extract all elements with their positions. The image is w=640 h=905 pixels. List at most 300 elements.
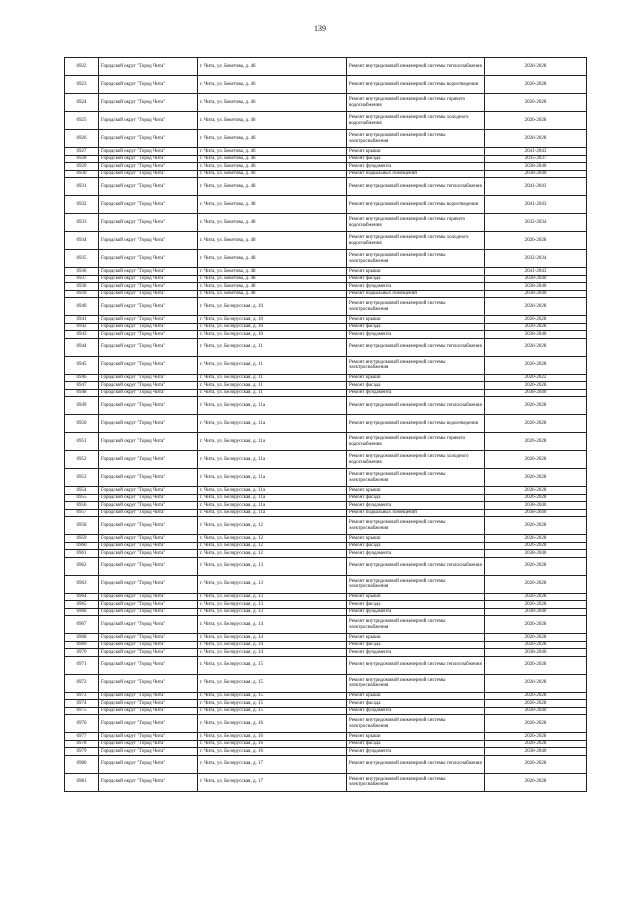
cell-row-number: 6969 (65, 641, 99, 649)
cell-municipality: Городской округ "Город Чита" (99, 616, 198, 634)
table-body (65, 58, 587, 792)
cell-address: г. Чита, ул. Белорусская, д. 16 (198, 740, 347, 748)
cell-period: 2026-2028 (485, 593, 587, 601)
table-row (65, 112, 587, 130)
cell-row-number: 6925 (65, 112, 99, 130)
cell-address: г. Чита, ул. Бекетова, д. 48 (198, 196, 347, 214)
cell-period: 2026-2028 (485, 382, 587, 390)
cell-work-type: Ремонт внутридомовой инженерной системы холодного водоснабжения (347, 232, 485, 250)
cell-municipality: Городской округ "Город Чита" (99, 494, 198, 502)
table-row (65, 76, 587, 94)
cell-work-type: Ремонт крыши (347, 268, 485, 276)
cell-row-number: 6927 (65, 148, 99, 156)
cell-address: г. Чита, ул. Белорусская, д. 11а (198, 469, 347, 487)
cell-period: 2038-2040 (485, 502, 587, 510)
cell-row-number: 6956 (65, 502, 99, 510)
cell-work-type: Ремонт фундамента (347, 502, 485, 510)
cell-period: 2041-2043 (485, 268, 587, 276)
cell-work-type: Ремонт внутридомовой инженерной системы теплоснабжения (347, 397, 485, 415)
table-row (65, 656, 587, 674)
cell-period: 2038-2040 (485, 550, 587, 558)
cell-address: г. Чита, ул. Белорусская, д. 17 (198, 755, 347, 773)
cell-row-number: 6945 (65, 356, 99, 374)
cell-work-type: Ремонт крыши (347, 535, 485, 543)
cell-period: 2026-2028 (485, 641, 587, 649)
cell-municipality: Городской округ "Город Чита" (99, 641, 198, 649)
cell-row-number: 6946 (65, 374, 99, 382)
cell-work-type: Ремонт крыши (347, 593, 485, 601)
cell-period: 2041-2043 (485, 196, 587, 214)
cell-address: г. Чита, ул. Бекетова, д. 46 (198, 76, 347, 94)
cell-row-number: 6948 (65, 389, 99, 397)
table-row (65, 535, 587, 543)
table-row (65, 232, 587, 250)
cell-work-type: Ремонт внутридомовой инженерной системы электроснабжения (347, 674, 485, 692)
table-row (65, 389, 587, 397)
cell-period: 2026-2028 (485, 755, 587, 773)
table-row (65, 130, 587, 148)
cell-row-number: 6970 (65, 649, 99, 657)
table-row (65, 748, 587, 756)
cell-municipality: Городской округ "Город Чита" (99, 550, 198, 558)
cell-period: 2026-2028 (485, 58, 587, 76)
page-number: 139 (314, 24, 326, 33)
cell-work-type: Ремонт внутридомовой инженерной системы теплоснабжения (347, 557, 485, 575)
cell-municipality: Городской округ "Город Чита" (99, 773, 198, 791)
cell-row-number: 6966 (65, 608, 99, 616)
table-row (65, 593, 587, 601)
cell-work-type: Ремонт фасада (347, 542, 485, 550)
cell-period: 2026-2028 (485, 415, 587, 433)
capital-repair-table (64, 57, 587, 792)
cell-address: г. Чита, ул. Белорусская, д. 11а (198, 494, 347, 502)
cell-address: г. Чита, ул. Белорусская, д. 13 (198, 601, 347, 609)
cell-municipality: Городской округ "Город Чита" (99, 130, 198, 148)
cell-address: г. Чита, ул. Белорусская, д. 11а (198, 502, 347, 510)
table-row (65, 382, 587, 390)
cell-address: г. Чита, ул. Белорусская, д. 11а (198, 451, 347, 469)
cell-row-number: 6967 (65, 616, 99, 634)
cell-address: г. Чита, ул. Белорусская, д. 12 (198, 517, 347, 535)
cell-municipality: Городской округ "Город Чита" (99, 250, 198, 268)
table-row (65, 740, 587, 748)
cell-row-number: 6954 (65, 487, 99, 495)
cell-row-number: 6980 (65, 755, 99, 773)
cell-municipality: Городской округ "Город Чита" (99, 338, 198, 356)
table-row (65, 298, 587, 316)
cell-work-type: Ремонт фундамента (347, 608, 485, 616)
cell-address: г. Чита, ул. Бекетова, д. 46 (198, 163, 347, 171)
table-row (65, 674, 587, 692)
cell-row-number: 6937 (65, 275, 99, 283)
cell-address: г. Чита, ул. Белорусская, д. 16 (198, 715, 347, 733)
cell-municipality: Городской округ "Город Чита" (99, 593, 198, 601)
cell-row-number: 6955 (65, 494, 99, 502)
cell-period: 2026-2028 (485, 130, 587, 148)
cell-address: г. Чита, ул. Белорусская, д. 12 (198, 550, 347, 558)
cell-work-type: Ремонт внутридомовой инженерной системы теплоснабжения (347, 178, 485, 196)
cell-municipality: Городской округ "Город Чита" (99, 170, 198, 178)
cell-row-number: 6941 (65, 316, 99, 324)
cell-municipality: Городской округ "Город Чита" (99, 382, 198, 390)
cell-work-type: Ремонт внутридомовой инженерной системы электроснабжения (347, 517, 485, 535)
cell-row-number: 6935 (65, 250, 99, 268)
cell-municipality: Городской округ "Город Чита" (99, 298, 198, 316)
cell-period: 2026-2028 (485, 232, 587, 250)
cell-period: 2026-2028 (485, 112, 587, 130)
cell-address: г. Чита, ул. Белорусская, д. 13 (198, 557, 347, 575)
cell-work-type: Ремонт крыши (347, 374, 485, 382)
cell-work-type: Ремонт фундамента (347, 707, 485, 715)
cell-address: г. Чита, ул. Белорусская, д. 14 (198, 634, 347, 642)
cell-row-number: 6934 (65, 232, 99, 250)
table-row (65, 170, 587, 178)
cell-address: г. Чита, ул. Бекетова, д. 48 (198, 275, 347, 283)
cell-period: 2026-2028 (485, 601, 587, 609)
table-row (65, 323, 587, 331)
table-row (65, 487, 587, 495)
cell-municipality: Городской округ "Город Чита" (99, 542, 198, 550)
table-row (65, 542, 587, 550)
table-row (65, 58, 587, 76)
table-row (65, 557, 587, 575)
table-row (65, 649, 587, 657)
cell-period: 2026-2028 (485, 575, 587, 593)
cell-work-type: Ремонт внутридомовой инженерной системы водоотведения (347, 415, 485, 433)
cell-row-number: 6968 (65, 634, 99, 642)
cell-municipality: Городской округ "Город Чита" (99, 634, 198, 642)
cell-row-number: 6981 (65, 773, 99, 791)
cell-row-number: 6961 (65, 550, 99, 558)
cell-address: г. Чита, ул. Белорусская, д. 13 (198, 575, 347, 593)
cell-period: 2026-2028 (485, 433, 587, 451)
cell-municipality: Городской округ "Город Чита" (99, 268, 198, 276)
cell-address: г. Чита, ул. Белорусская, д. 11а (198, 397, 347, 415)
cell-row-number: 6976 (65, 715, 99, 733)
table-row (65, 148, 587, 156)
cell-period: 2038-2040 (485, 275, 587, 283)
cell-municipality: Городской округ "Город Чита" (99, 715, 198, 733)
cell-work-type: Ремонт фасада (347, 601, 485, 609)
table-row (65, 433, 587, 451)
cell-row-number: 6965 (65, 601, 99, 609)
cell-municipality: Городской округ "Город Чита" (99, 148, 198, 156)
cell-work-type: Ремонт крыши (347, 148, 485, 156)
cell-municipality: Городской округ "Город Чита" (99, 94, 198, 112)
cell-municipality: Городской округ "Город Чита" (99, 608, 198, 616)
table-row (65, 755, 587, 773)
cell-period: 2026-2028 (485, 542, 587, 550)
table-row (65, 356, 587, 374)
cell-address: г. Чита, ул. Белорусская, д. 16 (198, 733, 347, 741)
cell-period: 2026-2028 (485, 338, 587, 356)
cell-work-type: Ремонт внутридомовой инженерной системы электроснабжения (347, 298, 485, 316)
cell-period: 2038-2040 (485, 290, 587, 298)
cell-municipality: Городской округ "Город Чита" (99, 163, 198, 171)
cell-row-number: 6977 (65, 733, 99, 741)
cell-municipality: Городской округ "Город Чита" (99, 178, 198, 196)
cell-row-number: 6973 (65, 692, 99, 700)
cell-period: 2038-2040 (485, 389, 587, 397)
cell-row-number: 6953 (65, 469, 99, 487)
cell-work-type: Ремонт фасада (347, 323, 485, 331)
cell-work-type: Ремонт фундамента (347, 389, 485, 397)
cell-row-number: 6928 (65, 155, 99, 163)
cell-work-type: Ремонт фасада (347, 494, 485, 502)
cell-period: 2026-2028 (485, 674, 587, 692)
cell-address: г. Чита, ул. Бекетова, д. 48 (198, 283, 347, 291)
cell-municipality: Городской округ "Город Чита" (99, 316, 198, 324)
cell-row-number: 6964 (65, 593, 99, 601)
cell-work-type: Ремонт крыши (347, 692, 485, 700)
cell-address: г. Чита, ул. Бекетова, д. 46 (198, 112, 347, 130)
cell-municipality: Городской округ "Город Чита" (99, 397, 198, 415)
cell-work-type: Ремонт внутридомовой инженерной системы горячего водоснабжения (347, 94, 485, 112)
cell-period: 2026-2028 (485, 298, 587, 316)
table-row (65, 214, 587, 232)
cell-address: г. Чита, ул. Бекетова, д. 46 (198, 58, 347, 76)
cell-address: г. Чита, ул. Белорусская, д. 14 (198, 649, 347, 657)
cell-period: 2026-2028 (485, 487, 587, 495)
cell-address: г. Чита, ул. Белорусская, д. 11а (198, 509, 347, 517)
cell-row-number: 6975 (65, 707, 99, 715)
cell-municipality: Городской округ "Город Чита" (99, 740, 198, 748)
table-row (65, 469, 587, 487)
cell-address: г. Чита, ул. Белорусская, д. 15 (198, 692, 347, 700)
cell-work-type: Ремонт внутридомовой инженерной системы холодного водоснабжения (347, 451, 485, 469)
cell-work-type: Ремонт фундамента (347, 550, 485, 558)
table-row (65, 268, 587, 276)
cell-address: г. Чита, ул. Белорусская, д. 14 (198, 616, 347, 634)
cell-address: г. Чита, ул. Белорусская, д. 12 (198, 542, 347, 550)
cell-work-type: Ремонт внутридомовой инженерной системы электроснабжения (347, 250, 485, 268)
cell-period: 2041-2043 (485, 148, 587, 156)
cell-row-number: 6963 (65, 575, 99, 593)
table-row (65, 250, 587, 268)
cell-address: г. Чита, ул. Белорусская, д. 15 (198, 674, 347, 692)
cell-period: 2038-2040 (485, 649, 587, 657)
cell-municipality: Городской округ "Город Чита" (99, 415, 198, 433)
cell-address: г. Чита, ул. Белорусская, д. 12 (198, 535, 347, 543)
cell-period: 2026-2028 (485, 469, 587, 487)
cell-row-number: 6978 (65, 740, 99, 748)
cell-work-type: Ремонт внутридомовой инженерной системы электроснабжения (347, 715, 485, 733)
cell-row-number: 6974 (65, 700, 99, 708)
cell-municipality: Городской округ "Город Чита" (99, 155, 198, 163)
cell-work-type: Ремонт фасада (347, 641, 485, 649)
cell-work-type: Ремонт фасада (347, 740, 485, 748)
cell-period: 2026-2028 (485, 451, 587, 469)
cell-period: 2026-2028 (485, 700, 587, 708)
cell-row-number: 6949 (65, 397, 99, 415)
cell-work-type: Ремонт внутридомовой инженерной системы водоотведения (347, 76, 485, 94)
table-row (65, 374, 587, 382)
cell-work-type: Ремонт внутридомовой инженерной системы теплоснабжения (347, 656, 485, 674)
cell-municipality: Городской округ "Город Чита" (99, 575, 198, 593)
cell-row-number: 6958 (65, 517, 99, 535)
table-row (65, 502, 587, 510)
cell-row-number: 6926 (65, 130, 99, 148)
cell-row-number: 6951 (65, 433, 99, 451)
cell-row-number: 6939 (65, 290, 99, 298)
cell-municipality: Городской округ "Город Чита" (99, 232, 198, 250)
cell-address: г. Чита, ул. Бекетова, д. 48 (198, 214, 347, 232)
table-row (65, 331, 587, 339)
cell-period: 2038-2040 (485, 331, 587, 339)
cell-municipality: Городской округ "Город Чита" (99, 283, 198, 291)
table-row (65, 338, 587, 356)
cell-row-number: 6979 (65, 748, 99, 756)
cell-work-type: Ремонт внутридомовой инженерной системы электроснабжения (347, 773, 485, 791)
cell-municipality: Городской округ "Город Чита" (99, 112, 198, 130)
table-row (65, 178, 587, 196)
cell-municipality: Городской округ "Город Чита" (99, 733, 198, 741)
cell-address: г. Чита, ул. Белорусская, д. 14 (198, 641, 347, 649)
cell-address: г. Чита, ул. Белорусская, д. 10 (198, 331, 347, 339)
cell-work-type: Ремонт внутридомовой инженерной системы электроснабжения (347, 130, 485, 148)
cell-work-type: Ремонт внутридомовой инженерной системы электроснабжения (347, 469, 485, 487)
cell-row-number: 6922 (65, 58, 99, 76)
cell-address: г. Чита, ул. Бекетова, д. 46 (198, 94, 347, 112)
cell-period: 2038-2040 (485, 170, 587, 178)
cell-row-number: 6950 (65, 415, 99, 433)
cell-address: г. Чита, ул. Белорусская, д. 10 (198, 323, 347, 331)
cell-address: г. Чита, ул. Белорусская, д. 10 (198, 298, 347, 316)
cell-address: г. Чита, ул. Белорусская, д. 11а (198, 415, 347, 433)
cell-period: 2026-2028 (485, 397, 587, 415)
cell-row-number: 6960 (65, 542, 99, 550)
cell-address: г. Чита, ул. Белорусская, д. 10 (198, 316, 347, 324)
table-row (65, 397, 587, 415)
cell-work-type: Ремонт внутридомовой инженерной системы теплоснабжения (347, 755, 485, 773)
cell-row-number: 6962 (65, 557, 99, 575)
cell-period: 2026-2028 (485, 692, 587, 700)
cell-municipality: Городской округ "Город Чита" (99, 58, 198, 76)
cell-address: г. Чита, ул. Белорусская, д. 13 (198, 608, 347, 616)
cell-municipality: Городской округ "Город Чита" (99, 748, 198, 756)
cell-municipality: Городской округ "Город Чита" (99, 76, 198, 94)
table-row (65, 715, 587, 733)
cell-work-type: Ремонт фасада (347, 700, 485, 708)
cell-row-number: 6936 (65, 268, 99, 276)
cell-work-type: Ремонт крыши (347, 487, 485, 495)
cell-address: г. Чита, ул. Белорусская, д. 16 (198, 748, 347, 756)
cell-address: г. Чита, ул. Белорусская, д. 11 (198, 356, 347, 374)
table-row (65, 641, 587, 649)
cell-period: 2035-2037 (485, 155, 587, 163)
cell-work-type: Ремонт крыши (347, 634, 485, 642)
table-row (65, 283, 587, 291)
table-row (65, 601, 587, 609)
cell-address: г. Чита, ул. Бекетова, д. 48 (198, 268, 347, 276)
cell-address: г. Чита, ул. Белорусская, д. 15 (198, 656, 347, 674)
cell-row-number: 6940 (65, 298, 99, 316)
cell-row-number: 6929 (65, 163, 99, 171)
cell-period: 2026-2028 (485, 356, 587, 374)
cell-period: 2038-2040 (485, 163, 587, 171)
cell-municipality: Городской округ "Город Чита" (99, 692, 198, 700)
table-row (65, 550, 587, 558)
cell-row-number: 6924 (65, 94, 99, 112)
table-row (65, 155, 587, 163)
cell-row-number: 6942 (65, 323, 99, 331)
cell-address: г. Чита, ул. Белорусская, д. 11 (198, 374, 347, 382)
table-row (65, 575, 587, 593)
cell-period: 2038-2040 (485, 748, 587, 756)
cell-municipality: Городской округ "Город Чита" (99, 557, 198, 575)
cell-row-number: 6933 (65, 214, 99, 232)
cell-work-type: Ремонт крыши (347, 733, 485, 741)
cell-work-type: Ремонт внутридомовой инженерной системы теплоснабжения (347, 58, 485, 76)
cell-address: г. Чита, ул. Бекетова, д. 46 (198, 148, 347, 156)
cell-period: 2026-2028 (485, 316, 587, 324)
cell-address: г. Чита, ул. Белорусская, д. 11 (198, 382, 347, 390)
table-row (65, 517, 587, 535)
cell-row-number: 6972 (65, 674, 99, 692)
cell-municipality: Городской округ "Город Чита" (99, 649, 198, 657)
cell-row-number: 6947 (65, 382, 99, 390)
cell-period: 2038-2040 (485, 608, 587, 616)
table-row (65, 509, 587, 517)
cell-period: 2026-2028 (485, 733, 587, 741)
cell-address: г. Чита, ул. Бекетова, д. 48 (198, 250, 347, 268)
cell-municipality: Городской округ "Город Чита" (99, 487, 198, 495)
cell-work-type: Ремонт подвальных помещений (347, 170, 485, 178)
cell-work-type: Ремонт фундамента (347, 748, 485, 756)
cell-municipality: Городской округ "Город Чита" (99, 601, 198, 609)
cell-row-number: 6930 (65, 170, 99, 178)
table-row (65, 275, 587, 283)
table-row (65, 494, 587, 502)
cell-row-number: 6957 (65, 509, 99, 517)
table-row (65, 773, 587, 791)
cell-municipality: Городской округ "Город Чита" (99, 356, 198, 374)
cell-period: 2038-2040 (485, 707, 587, 715)
cell-municipality: Городской округ "Город Чита" (99, 451, 198, 469)
cell-address: г. Чита, ул. Белорусская, д. 11а (198, 487, 347, 495)
cell-work-type: Ремонт внутридомовой инженерной системы горячего водоснабжения (347, 433, 485, 451)
cell-work-type: Ремонт внутридомовой инженерной системы водоотведения (347, 196, 485, 214)
cell-period: 2026-2028 (485, 616, 587, 634)
cell-municipality: Городской округ "Город Чита" (99, 331, 198, 339)
cell-municipality: Городской округ "Город Чита" (99, 707, 198, 715)
cell-period: 2026-2028 (485, 773, 587, 791)
cell-work-type: Ремонт внутридомовой инженерной системы холодного водоснабжения (347, 112, 485, 130)
cell-address: г. Чита, ул. Белорусская, д. 15 (198, 700, 347, 708)
table-row (65, 707, 587, 715)
cell-municipality: Городской округ "Город Чита" (99, 674, 198, 692)
cell-period: 2026-2028 (485, 517, 587, 535)
cell-period: 2026-2028 (485, 494, 587, 502)
cell-address: г. Чита, ул. Бекетова, д. 48 (198, 290, 347, 298)
cell-work-type: Ремонт фасада (347, 382, 485, 390)
cell-work-type: Ремонт внутридомовой инженерной системы горячего водоснабжения (347, 214, 485, 232)
cell-address: г. Чита, ул. Бекетова, д. 48 (198, 232, 347, 250)
cell-work-type: Ремонт фасада (347, 155, 485, 163)
cell-period: 2038-2040 (485, 283, 587, 291)
cell-period: 2041-2043 (485, 178, 587, 196)
table-row (65, 634, 587, 642)
cell-row-number: 6923 (65, 76, 99, 94)
cell-period: 2026-2028 (485, 656, 587, 674)
cell-municipality: Городской округ "Город Чита" (99, 517, 198, 535)
cell-municipality: Городской округ "Город Чита" (99, 502, 198, 510)
cell-municipality: Городской округ "Город Чита" (99, 700, 198, 708)
table-row (65, 616, 587, 634)
cell-period: 2026-2028 (485, 740, 587, 748)
cell-period: 2026-2028 (485, 94, 587, 112)
cell-period: 2026-2028 (485, 76, 587, 94)
